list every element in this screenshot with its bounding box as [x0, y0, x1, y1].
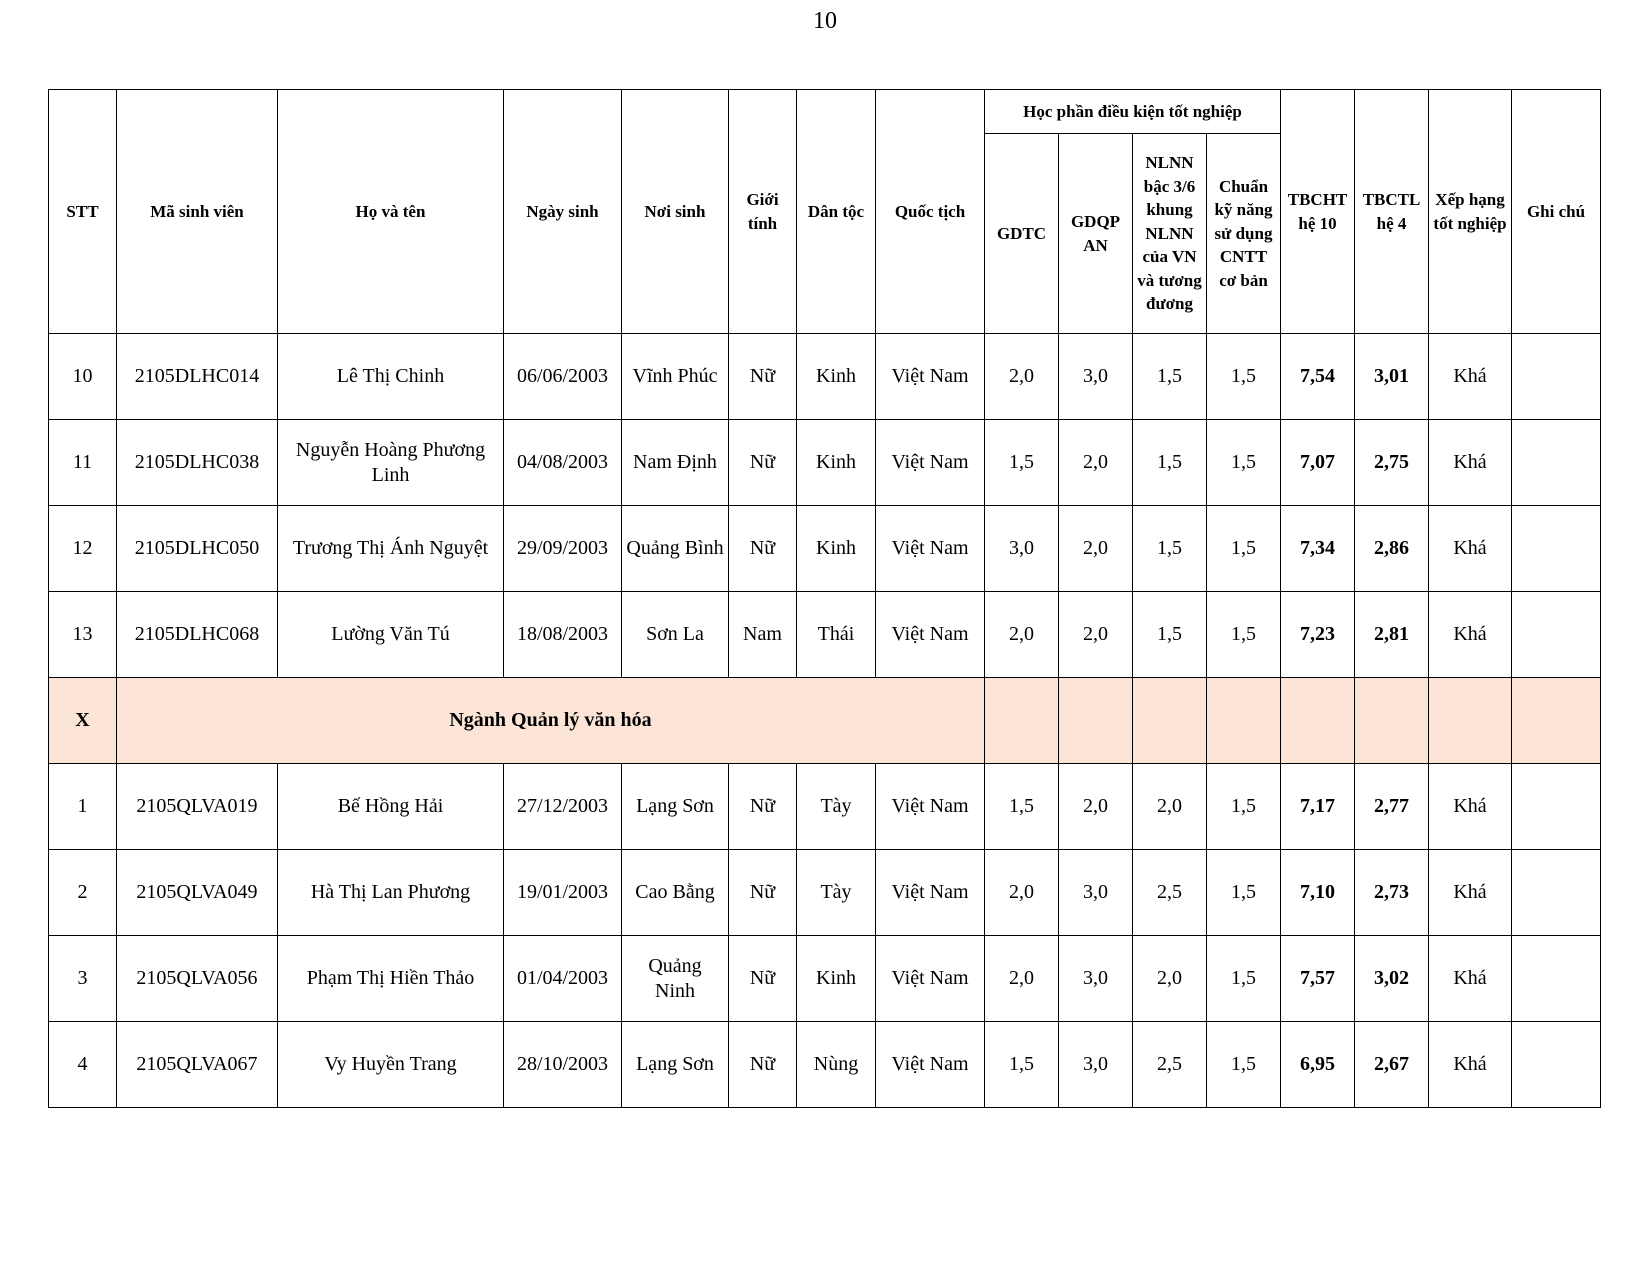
cell-gdtc: 1,5: [985, 764, 1059, 850]
table-row: [49, 420, 1601, 506]
cell-gpa-4: 2,86: [1355, 506, 1429, 592]
cell-gdqp: 2,0: [1059, 420, 1133, 506]
cell-nationality: Việt Nam: [876, 506, 985, 592]
cell-cntt: 1,5: [1207, 334, 1281, 420]
cell-nlnn: 1,5: [1133, 506, 1207, 592]
cell-nlnn: 2,0: [1133, 936, 1207, 1022]
section-empty-cell: [1207, 678, 1281, 764]
cell-gpa-4: 2,67: [1355, 1022, 1429, 1108]
cell-birth-place: Vĩnh Phúc: [622, 334, 729, 420]
cell-gdqp: 2,0: [1059, 506, 1133, 592]
section-empty-cell: [1281, 678, 1355, 764]
cell-cntt: 1,5: [1207, 420, 1281, 506]
cell-rank: Khá: [1429, 334, 1512, 420]
header-student-id: Mã sinh viên: [117, 90, 278, 334]
table-row: [49, 592, 1601, 678]
cell-full-name: Trương Thị Ánh Nguyệt: [278, 506, 504, 592]
header-birth-date: Ngày sinh: [504, 90, 622, 334]
cell-full-name: Bế Hồng Hải: [278, 764, 504, 850]
cell-notes: [1512, 334, 1601, 420]
cell-full-name: Hà Thị Lan Phương: [278, 850, 504, 936]
table-row: [49, 936, 1601, 1022]
cell-cntt: 1,5: [1207, 592, 1281, 678]
cell-gender: Nữ: [729, 764, 797, 850]
cell-birth-place: Cao Bằng: [622, 850, 729, 936]
cell-gpa-10: 7,17: [1281, 764, 1355, 850]
cell-gpa-10: 7,10: [1281, 850, 1355, 936]
cell-gdqp: 3,0: [1059, 334, 1133, 420]
cell-ethnicity: Thái: [797, 592, 876, 678]
cell-cntt: 1,5: [1207, 850, 1281, 936]
cell-gdtc: 1,5: [985, 420, 1059, 506]
cell-gender: Nữ: [729, 420, 797, 506]
cell-notes: [1512, 764, 1601, 850]
cell-student-id: 2105DLHC050: [117, 506, 278, 592]
table-row: [49, 1022, 1601, 1108]
cell-gpa-10: 7,54: [1281, 334, 1355, 420]
header-birth-place: Nơi sinh: [622, 90, 729, 334]
cell-nlnn: 2,0: [1133, 764, 1207, 850]
cell-student-id: 2105QLVA056: [117, 936, 278, 1022]
cell-birth-date: 27/12/2003: [504, 764, 622, 850]
cell-birth-date: 19/01/2003: [504, 850, 622, 936]
cell-rank: Khá: [1429, 936, 1512, 1022]
cell-gpa-10: 6,95: [1281, 1022, 1355, 1108]
table-row: [49, 764, 1601, 850]
section-empty-cell: [1429, 678, 1512, 764]
cell-birth-date: 28/10/2003: [504, 1022, 622, 1108]
cell-birth-place: Quảng Ninh: [622, 936, 729, 1022]
cell-notes: [1512, 1022, 1601, 1108]
section-code: X: [49, 678, 117, 764]
cell-nlnn: 1,5: [1133, 420, 1207, 506]
cell-ethnicity: Kinh: [797, 420, 876, 506]
cell-stt: 11: [49, 420, 117, 506]
header-gpa-10: TBCHT hệ 10: [1281, 90, 1355, 334]
cell-student-id: 2105DLHC014: [117, 334, 278, 420]
cell-student-id: 2105QLVA019: [117, 764, 278, 850]
section-title: Ngành Quản lý văn hóa: [117, 678, 985, 764]
cell-gpa-4: 3,01: [1355, 334, 1429, 420]
cell-nationality: Việt Nam: [876, 592, 985, 678]
cell-gender: Nữ: [729, 506, 797, 592]
cell-nationality: Việt Nam: [876, 1022, 985, 1108]
table-body-a: [49, 334, 1601, 678]
cell-gpa-10: 7,34: [1281, 506, 1355, 592]
table-row: [49, 506, 1601, 592]
section-empty-cell: [1512, 678, 1601, 764]
cell-gpa-4: 2,73: [1355, 850, 1429, 936]
cell-stt: 2: [49, 850, 117, 936]
header-gdtc: GDTC: [985, 134, 1059, 334]
table-header: [49, 90, 1601, 334]
cell-nlnn: 1,5: [1133, 592, 1207, 678]
cell-cntt: 1,5: [1207, 764, 1281, 850]
header-ethnicity: Dân tộc: [797, 90, 876, 334]
cell-nationality: Việt Nam: [876, 334, 985, 420]
cell-gdtc: 1,5: [985, 1022, 1059, 1108]
cell-student-id: 2105DLHC068: [117, 592, 278, 678]
cell-notes: [1512, 506, 1601, 592]
cell-nlnn: 1,5: [1133, 334, 1207, 420]
cell-birth-place: Nam Định: [622, 420, 729, 506]
cell-birth-place: Quảng Bình: [622, 506, 729, 592]
cell-ethnicity: Kinh: [797, 936, 876, 1022]
cell-gpa-10: 7,23: [1281, 592, 1355, 678]
cell-gender: Nữ: [729, 1022, 797, 1108]
table-row: [49, 850, 1601, 936]
cell-birth-date: 29/09/2003: [504, 506, 622, 592]
header-cntt: Chuẩn kỹ năng sử dụng CNTT cơ bản: [1207, 134, 1281, 334]
cell-nationality: Việt Nam: [876, 420, 985, 506]
cell-gdtc: 2,0: [985, 334, 1059, 420]
section-body: [49, 678, 1601, 764]
cell-gdqp: 3,0: [1059, 936, 1133, 1022]
cell-birth-date: 06/06/2003: [504, 334, 622, 420]
header-nlnn: NLNN bậc 3/6 khung NLNN của VN và tương đương: [1133, 134, 1207, 334]
section-empty-cell: [1133, 678, 1207, 764]
cell-gdtc: 3,0: [985, 506, 1059, 592]
cell-full-name: Lê Thị Chinh: [278, 334, 504, 420]
cell-rank: Khá: [1429, 764, 1512, 850]
page-number: 10: [813, 8, 837, 34]
cell-full-name: Vy Huyền Trang: [278, 1022, 504, 1108]
cell-notes: [1512, 850, 1601, 936]
graduation-table: [48, 89, 1601, 1108]
cell-student-id: 2105QLVA067: [117, 1022, 278, 1108]
header-notes: Ghi chú: [1512, 90, 1601, 334]
cell-birth-place: Sơn La: [622, 592, 729, 678]
cell-birth-date: 18/08/2003: [504, 592, 622, 678]
cell-gpa-4: 3,02: [1355, 936, 1429, 1022]
cell-stt: 12: [49, 506, 117, 592]
cell-gender: Nữ: [729, 936, 797, 1022]
cell-gpa-4: 2,81: [1355, 592, 1429, 678]
header-stt: STT: [49, 90, 117, 334]
cell-stt: 10: [49, 334, 117, 420]
section-empty-cell: [985, 678, 1059, 764]
cell-rank: Khá: [1429, 420, 1512, 506]
cell-gdqp: 2,0: [1059, 592, 1133, 678]
cell-stt: 1: [49, 764, 117, 850]
cell-cntt: 1,5: [1207, 1022, 1281, 1108]
section-empty-cell: [1355, 678, 1429, 764]
cell-student-id: 2105DLHC038: [117, 420, 278, 506]
cell-stt: 4: [49, 1022, 117, 1108]
cell-nlnn: 2,5: [1133, 850, 1207, 936]
cell-gdqp: 3,0: [1059, 850, 1133, 936]
cell-gpa-4: 2,75: [1355, 420, 1429, 506]
cell-notes: [1512, 592, 1601, 678]
section-row: [49, 678, 1601, 764]
cell-ethnicity: Tày: [797, 764, 876, 850]
cell-notes: [1512, 936, 1601, 1022]
section-empty-cell: [1059, 678, 1133, 764]
header-gpa-4: TBCTL hệ 4: [1355, 90, 1429, 334]
cell-ethnicity: Tày: [797, 850, 876, 936]
cell-gpa-10: 7,57: [1281, 936, 1355, 1022]
header-gdqp: GDQP AN: [1059, 134, 1133, 334]
cell-full-name: Lường Văn Tú: [278, 592, 504, 678]
cell-gender: Nam: [729, 592, 797, 678]
cell-ethnicity: Nùng: [797, 1022, 876, 1108]
table-row: [49, 334, 1601, 420]
cell-gdqp: 3,0: [1059, 1022, 1133, 1108]
cell-full-name: Phạm Thị Hiền Thảo: [278, 936, 504, 1022]
cell-gpa-4: 2,77: [1355, 764, 1429, 850]
header-gender: Giới tính: [729, 90, 797, 334]
cell-student-id: 2105QLVA049: [117, 850, 278, 936]
cell-rank: Khá: [1429, 592, 1512, 678]
table-body-b: [49, 764, 1601, 1108]
cell-rank: Khá: [1429, 506, 1512, 592]
cell-full-name: Nguyễn Hoàng Phương Linh: [278, 420, 504, 506]
cell-gdtc: 2,0: [985, 592, 1059, 678]
header-nationality: Quốc tịch: [876, 90, 985, 334]
cell-stt: 13: [49, 592, 117, 678]
header-graduation-conditions: Học phần điều kiện tốt nghiệp: [985, 90, 1281, 134]
cell-birth-date: 04/08/2003: [504, 420, 622, 506]
cell-birth-place: Lạng Sơn: [622, 1022, 729, 1108]
header-full-name: Họ và tên: [278, 90, 504, 334]
cell-cntt: 1,5: [1207, 936, 1281, 1022]
header-graduation-rank: Xếp hạng tốt nghiệp: [1429, 90, 1512, 334]
cell-ethnicity: Kinh: [797, 334, 876, 420]
cell-cntt: 1,5: [1207, 506, 1281, 592]
cell-nationality: Việt Nam: [876, 764, 985, 850]
cell-gdtc: 2,0: [985, 850, 1059, 936]
cell-nationality: Việt Nam: [876, 936, 985, 1022]
cell-nationality: Việt Nam: [876, 850, 985, 936]
cell-gpa-10: 7,07: [1281, 420, 1355, 506]
cell-stt: 3: [49, 936, 117, 1022]
cell-gdqp: 2,0: [1059, 764, 1133, 850]
cell-nlnn: 2,5: [1133, 1022, 1207, 1108]
cell-gender: Nữ: [729, 334, 797, 420]
cell-birth-place: Lạng Sơn: [622, 764, 729, 850]
cell-birth-date: 01/04/2003: [504, 936, 622, 1022]
cell-gender: Nữ: [729, 850, 797, 936]
cell-notes: [1512, 420, 1601, 506]
cell-ethnicity: Kinh: [797, 506, 876, 592]
cell-rank: Khá: [1429, 850, 1512, 936]
cell-rank: Khá: [1429, 1022, 1512, 1108]
cell-gdtc: 2,0: [985, 936, 1059, 1022]
